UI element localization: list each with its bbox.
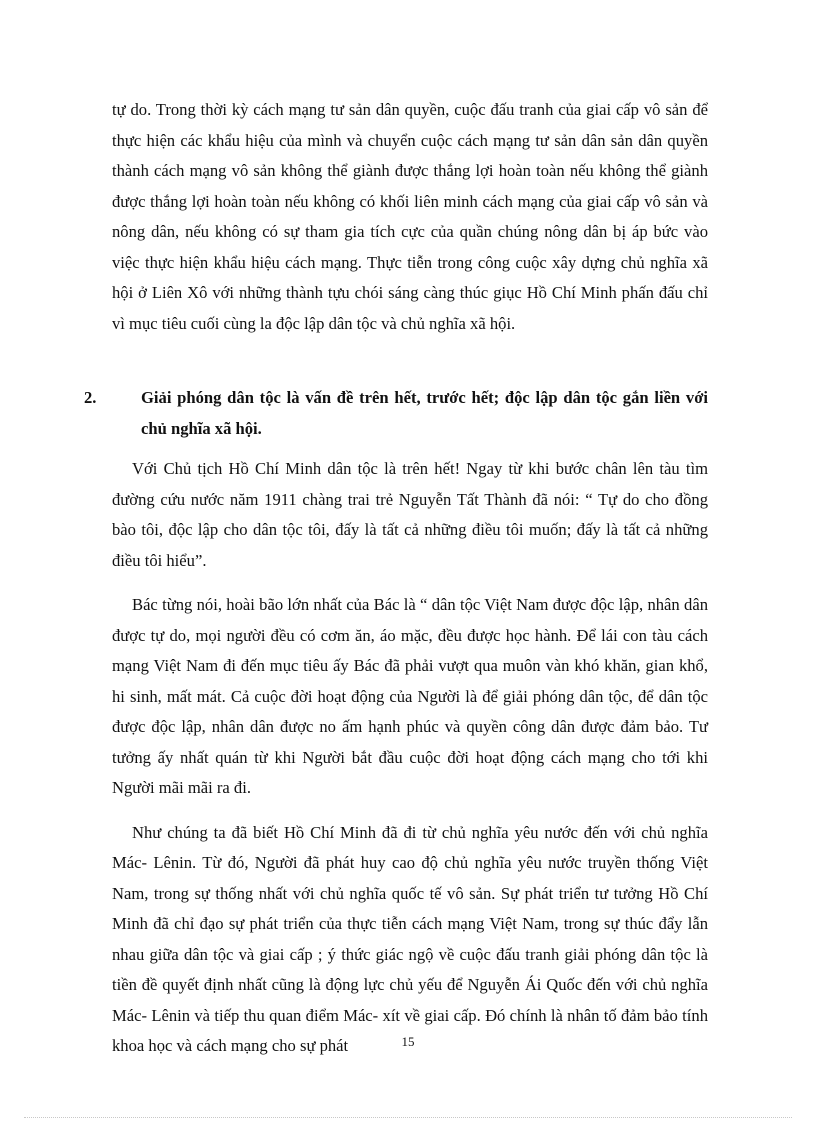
paragraph-marxism-leninism: Như chúng ta đã biết Hồ Chí Minh đã đi từ chủ nghĩa yêu nước đến với chủ nghĩa Mác- Lênin. Từ đó, Người đã phát huy cao độ chủ nghĩa yêu nước truyền thống Việt Nam, trong sự thống nhất với chủ nghĩa quốc tế vô sản. Sự phát triển tư tưởng Hồ Chí Minh đã chỉ đạo sự phát triển của thực tiễn cách mạng Việt Nam, trong sự thúc đẩy lẫn nhau giữa dân tộc và giai cấp ; ý thức giác ngộ về cuộc đấu tranh giải phóng dân tộc là tiền đề quyết định nhất cũng là động lực chủ yếu để Nguyễn Ái Quốc đến với chủ nghĩa Mác- Lênin và tiếp thu quan điểm Mác- xít về giai cấp. Đó chính là nhân tố đảm bảo tính khoa học và cách mạng cho sự phát <box>112 822 708 1055</box>
page-bottom-divider <box>24 1117 792 1118</box>
section-number: 2. <box>84 388 97 407</box>
page-number: 15 <box>401 1034 415 1049</box>
page-content <box>84 95 708 1062</box>
section-heading <box>84 383 708 444</box>
paragraph-aspiration: Bác từng nói, hoài bão lớn nhất của Bác là “ dân tộc Việt Nam được độc lập, nhân dân được tự do, mọi người đều có cơm ăn, áo mặc, đều được học hành. Để lái con tàu cách mạng Việt Nam đi đến mục tiêu ấy Bác đã phải vượt qua muôn vàn khó khăn, gian khổ, hi sinh, mất mát. Cả cuộc đời hoạt động của Người là để giải phóng dân tộc, để dân tộc được độc lập, nhân dân được no ấm hạnh phúc và quyền công dân được đảm bảo. Tư tưởng ấy nhất quán từ khi Người bắt đầu cuộc đời hoạt động cách mạng cho tới khi Người mãi mãi ra đi. <box>112 595 708 797</box>
section-title: Giải phóng dân tộc là vấn đề trên hết, trước hết; độc lập dân tộc gắn liền với chủ nghĩa xã hội. <box>141 388 708 438</box>
paragraph-independence-quote: Với Chủ tịch Hồ Chí Minh dân tộc là trên hết! Ngay từ khi bước chân lên tàu tìm đường cứu nước năm 1911 chàng trai trẻ Nguyễn Tất Thành đã nói: “ Tự do cho đồng bào tôi, độc lập cho dân tộc tôi, đấy là tất cả những điều tôi muốn; đấy là tất cả những điều tôi hiểu”. <box>112 459 708 570</box>
paragraph-continuation: tự do. Trong thời kỳ cách mạng tư sản dân quyền, cuộc đấu tranh của giai cấp vô sản để thực hiện các khẩu hiệu của mình và chuyển cuộc cách mạng tư sản dân sản dân quyền thành cách mạng vô sản không thể giành được thắng lợi hoàn toàn nếu không thể giành được thắng lợi hoàn toàn nếu không có khối liên minh cách mạng của giai cấp vô sản và nông dân, nếu không có sự tham gia tích cực của quần chúng nông dân bị áp bức vào việc thực hiện khẩu hiệu cách mạng. Thực tiễn trong công cuộc xây dựng chủ nghĩa xã hội ở Liên Xô với những thành tựu chói sáng càng thúc giục Hồ Chí Minh phấn đấu chỉ vì mục tiêu cuối cùng la độc lập dân tộc và chủ nghĩa xã hội. <box>112 100 708 333</box>
